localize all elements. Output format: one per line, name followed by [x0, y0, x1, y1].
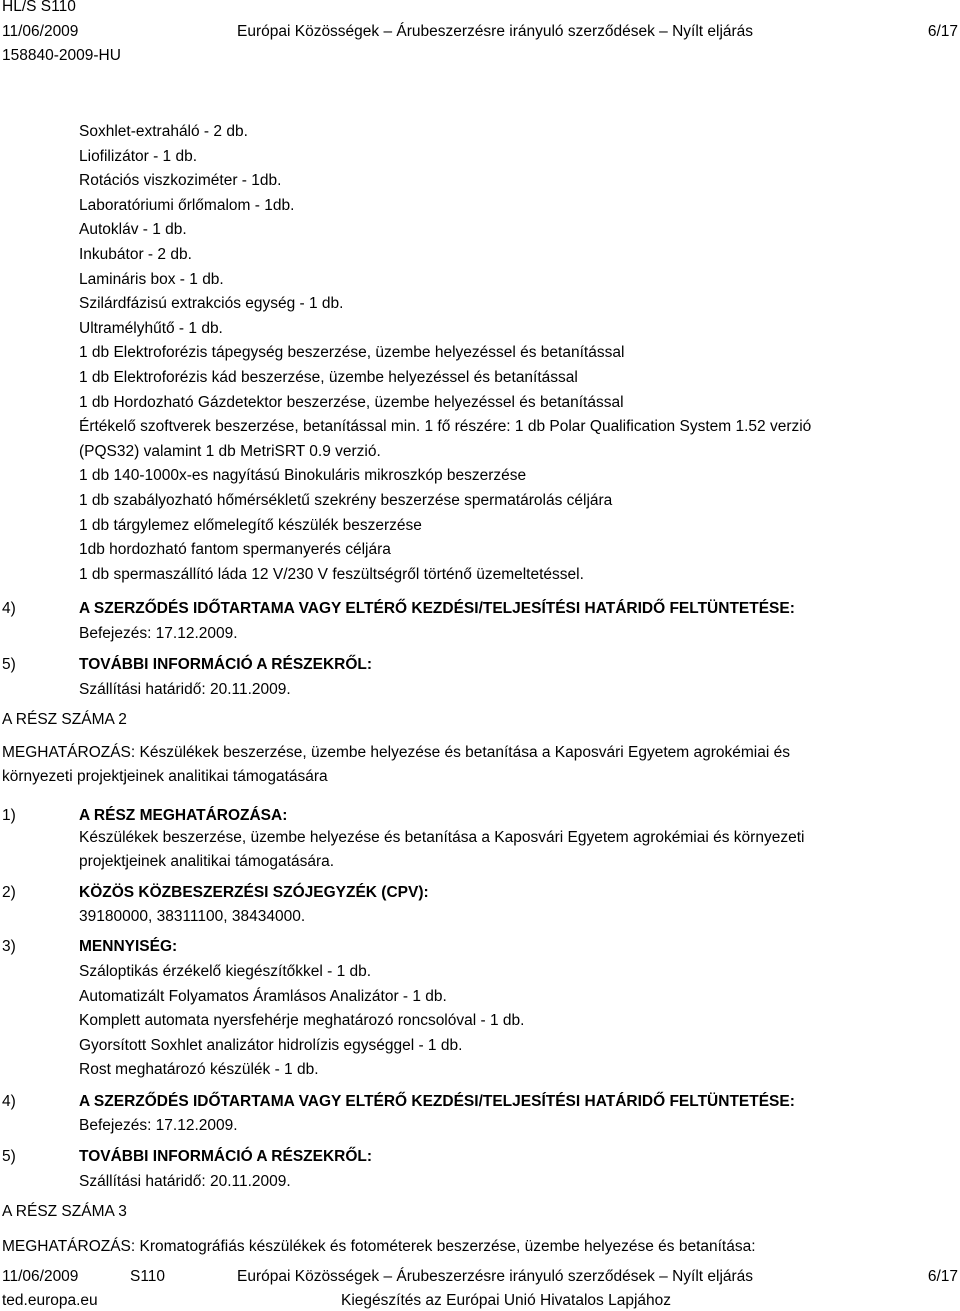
section-heading-additional-info: TOVÁBBI INFORMÁCIÓ A RÉSZEKRŐL: — [79, 656, 373, 673]
section-text-completion: Befejezés: 17.12.2009. — [79, 1117, 238, 1134]
list-item: Soxhlet-extraháló - 2 db. — [79, 123, 248, 140]
header-title: Európai Közösségek – Árubeszerzésre irányuló szerződések – Nyílt eljárás — [237, 23, 754, 40]
footer-title: Európai Közösségek – Árubeszerzésre irányuló szerződések – Nyílt eljárás — [237, 1268, 754, 1285]
section-heading-cpv: KÖZÖS KÖZBESZERZÉSI SZÓJEGYZÉK (CPV): — [79, 884, 429, 901]
section-number: 2) — [2, 884, 16, 901]
section-number: 4) — [2, 600, 16, 617]
part-definition-line: MEGHATÁROZÁS: Kromatográfiás készülékek és fotométerek beszerzése, üzembe helyezése és betanítása: — [2, 1238, 756, 1255]
section-number: 1) — [2, 807, 16, 824]
list-item: Ultramélyhűtő - 1 db. — [79, 319, 223, 337]
list-item: 1 db spermaszállító láda 12 V/230 V feszültségről történő üzemeltetéssel. — [79, 565, 584, 583]
list-item: Gyorsított Soxhlet analizátor hidrolízis egységgel - 1 db. — [79, 1036, 463, 1054]
list-item: 1 db 140-1000x-es nagyítású Binokuláris mikroszkóp beszerzése — [79, 467, 527, 485]
list-item: Szilárdfázisú extrakciós egység - 1 db. — [79, 295, 344, 313]
list-item: Értékelő szoftverek beszerzése, betanítással min. 1 fő részére: 1 db Polar Qualification System 1.52 verzió — [79, 418, 812, 436]
list-item: 1 db Elektroforézis kád beszerzése, üzembe helyezéssel és betanítással — [79, 368, 578, 386]
list-item: 1 db tárgylemez előmelegítő készülék beszerzése — [79, 516, 422, 534]
list-item: Autokláv - 1 db. — [79, 221, 187, 239]
section-text-completion: Befejezés: 17.12.2009. — [79, 625, 238, 642]
list-item: Laboratóriumi őrlőmalom - 1db. — [79, 196, 295, 214]
section-heading-duration: A SZERZŐDÉS IDŐTARTAMA VAGY ELTÉRŐ KEZDÉSI/TELJESÍTÉSI HATÁRIDŐ FELTÜNTETÉSE: — [79, 600, 795, 617]
part2-quantity-list — [79, 962, 524, 1085]
section-number: 3) — [2, 938, 16, 955]
part-definition-line: MEGHATÁROZÁS: Készülékek beszerzése, üzembe helyezése és betanítása a Kaposvári Egyetem agrokémiai és — [2, 744, 790, 761]
list-item: Komplett automata nyersfehérje meghatározó roncsolóval - 1 db. — [79, 1012, 525, 1030]
list-item: Rotációs viszkoziméter - 1db. — [79, 172, 282, 190]
part-title: A RÉSZ SZÁMA 3 — [2, 1203, 127, 1220]
header-page: 6/17 — [927, 23, 958, 40]
part-title: A RÉSZ SZÁMA 2 — [2, 711, 127, 728]
list-item: Lamináris box - 1 db. — [79, 270, 224, 288]
part1-item-list — [79, 122, 811, 589]
part-definition-line: környezeti projektjeinek analitikai támogatására — [2, 768, 328, 785]
list-item: Rost meghatározó készülék - 1 db. — [79, 1061, 319, 1079]
list-item: Automatizált Folyamatos Áramlásos Analizátor - 1 db. — [79, 987, 447, 1005]
list-item: Inkubátor - 2 db. — [79, 245, 192, 263]
section-number: 5) — [2, 656, 16, 673]
section-text-line: projektjeinek analitikai támogatására. — [79, 853, 335, 870]
section-heading-duration: A SZERZŐDÉS IDŐTARTAMA VAGY ELTÉRŐ KEZDÉSI/TELJESÍTÉSI HATÁRIDŐ FELTÜNTETÉSE: — [79, 1093, 795, 1110]
footer-date: 11/06/2009 — [2, 1268, 79, 1285]
section-heading-quantity: MENNYISÉG: — [79, 938, 178, 955]
footer-supplement: Kiegészítés az Európai Unió Hivatalos Lapjához — [341, 1292, 671, 1309]
list-item: (PQS32) valamint 1 db MetriSRT 0.9 verzió. — [79, 442, 381, 460]
header-date: 11/06/2009 — [2, 23, 79, 40]
section-text-delivery: Szállítási határidő: 20.11.2009. — [79, 1173, 291, 1190]
header-ref: 158840-2009-HU — [2, 47, 121, 64]
section-text-delivery: Szállítási határidő: 20.11.2009. — [79, 681, 291, 698]
section-number: 5) — [2, 1148, 16, 1165]
section-text-line: Készülékek beszerzése, üzembe helyezése és betanítása a Kaposvári Egyetem agrokémiai és környezeti — [79, 829, 805, 846]
section-heading-additional-info: TOVÁBBI INFORMÁCIÓ A RÉSZEKRŐL: — [79, 1148, 373, 1165]
footer-page: 6/17 — [927, 1268, 958, 1285]
list-item: 1 db Hordozható Gázdetektor beszerzése, üzembe helyezéssel és betanítással — [79, 393, 624, 411]
list-item: 1 db Elektroforézis tápegység beszerzése, üzembe helyezéssel és betanítással — [79, 344, 625, 362]
header-code: HL/S S110 — [2, 0, 76, 15]
list-item: 1db hordozható fantom spermanyerés céljára — [79, 541, 391, 559]
list-item: Száloptikás érzékelő kiegészítőkkel - 1 db. — [79, 963, 372, 980]
footer-series: S110 — [130, 1268, 166, 1285]
section-text-cpv-codes: 39180000, 38311100, 38434000. — [79, 908, 306, 925]
section-heading-part-definition: A RÉSZ MEGHATÁROZÁSA: — [79, 807, 288, 824]
list-item: 1 db szabályozható hőmérsékletű szekrény beszerzése spermatárolás céljára — [79, 491, 613, 509]
footer-site: ted.europa.eu — [2, 1292, 98, 1309]
section-number: 4) — [2, 1093, 16, 1110]
list-item: Liofilizátor - 1 db. — [79, 147, 198, 165]
